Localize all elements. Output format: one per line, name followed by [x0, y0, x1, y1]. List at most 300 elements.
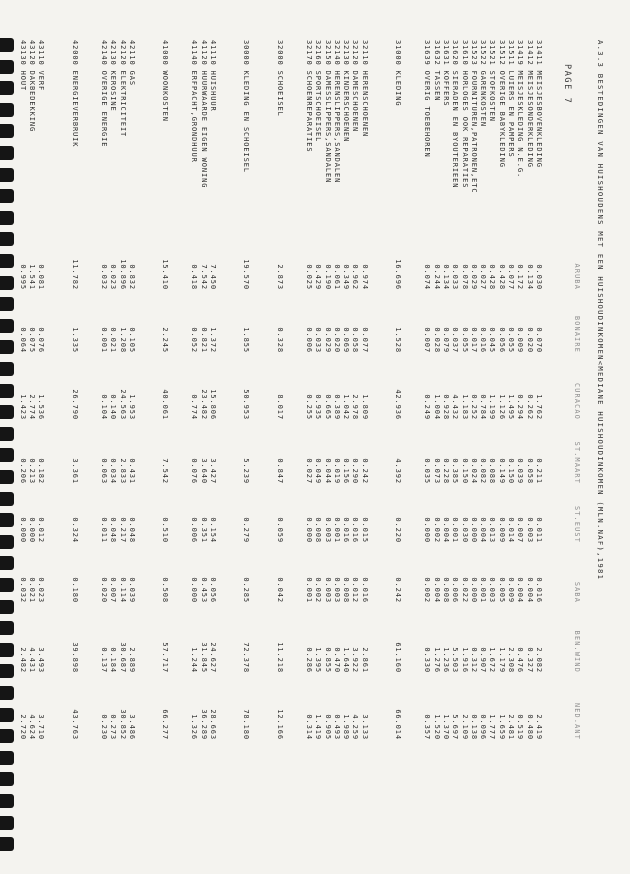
value-cell: 1.395 [314, 647, 323, 673]
binder-hole [0, 664, 14, 678]
value-cell: 0.011 [535, 517, 543, 543]
value-cell: 0.009 [516, 327, 525, 353]
binder-hole [0, 276, 14, 290]
value-cell: 0.003 [332, 577, 341, 603]
value-cell: 1.276 [432, 647, 441, 673]
binder-hole [0, 751, 14, 765]
total-row-label: 41000 WOONKOSTEN [161, 40, 170, 122]
value-cell: 0.480 [525, 714, 534, 740]
value-cell: 0.832 [127, 264, 136, 290]
value-cell: 0.389 [332, 394, 341, 420]
value-cell: 4.432 [451, 394, 460, 420]
value-cell: 26.790 [70, 389, 79, 420]
row-label: 31412 MEISJESONDERKLEDING [525, 40, 534, 168]
value-cell: 3.361 [70, 458, 79, 484]
value-cell: 0.037 [451, 327, 460, 353]
value-cell: 0.007 [109, 577, 118, 603]
value-cell: 0.242 [394, 577, 403, 603]
value-cell: 0.009 [507, 577, 516, 603]
value-cell: 3.493 [37, 647, 46, 673]
binder-hole [0, 816, 14, 830]
value-cell: 1.126 [497, 394, 506, 420]
value-cell: 0.005 [497, 577, 506, 603]
value-cell: 0.002 [432, 517, 441, 543]
row-label: 31620 SIERADEN EN BYOUTERIEEN [451, 40, 460, 189]
value-cell: 31.845 [199, 642, 208, 673]
value-cell: 0.000 [469, 517, 478, 543]
value-cell: 1.762 [535, 394, 543, 420]
value-cell: 0.015 [360, 517, 369, 543]
value-cell: 1.199 [488, 394, 497, 420]
value-cell: 0.070 [535, 327, 543, 353]
value-cell: 2.978 [351, 394, 360, 420]
value-cell: 4.392 [394, 458, 403, 484]
value-cell: 0.055 [507, 327, 516, 353]
value-cell: 0.006 [305, 327, 313, 353]
value-cell: 10.896 [118, 259, 127, 290]
value-cell: 12.166 [275, 709, 284, 740]
value-cell: 2.833 [118, 458, 127, 484]
column-header: SABA [573, 581, 581, 603]
value-cell: 1.179 [497, 647, 506, 673]
value-cell: 0.088 [488, 458, 497, 484]
value-cell: 0.056 [497, 327, 506, 353]
binder-hole [0, 146, 14, 160]
row-label: 31639 OVERIG TOEBEHOREN [423, 40, 432, 158]
row-label: 32160 SPORTSCHOEISEL [314, 40, 323, 143]
value-cell: 0.023 [37, 577, 46, 603]
value-cell: 1.536 [37, 394, 46, 420]
value-cell: 15.410 [161, 259, 170, 290]
binder-hole [0, 60, 14, 74]
row-label: 32140 HERENSLIPPERS,SANDALEN [332, 40, 341, 184]
value-cell: 4.431 [28, 647, 37, 673]
value-cell: 1.419 [314, 714, 323, 740]
row-label: 43110 VERF [37, 40, 46, 92]
value-cell: 0.004 [525, 577, 534, 603]
value-cell: 0.016 [351, 517, 360, 543]
value-cell: 0.029 [323, 327, 332, 353]
value-cell: 0.011 [100, 517, 108, 543]
value-cell: 0.082 [479, 458, 488, 484]
row-label: 32150 DAMESSLIPPERS,SANDALEN [323, 40, 332, 184]
value-cell: 0.328 [275, 327, 284, 353]
value-cell: 0.995 [18, 264, 27, 290]
value-cell: 0.003 [525, 517, 534, 543]
value-cell: 0.003 [323, 517, 332, 543]
value-cell: 0.058 [351, 327, 360, 353]
binder-hole [0, 38, 14, 52]
rotated-table [18, 40, 605, 850]
value-cell: 4.624 [28, 714, 37, 740]
value-cell: 0.217 [118, 517, 127, 543]
column-header: BONAIRE [573, 315, 581, 353]
column-header: NED.ANT [573, 702, 581, 740]
row-label: 32130 KINDERSCHOENEN [342, 40, 351, 143]
value-cell: 24.563 [118, 389, 127, 420]
value-cell: 0.019 [332, 458, 341, 484]
value-cell: 1.855 [242, 327, 251, 353]
value-cell: 72.378 [242, 642, 251, 673]
value-cell: 0.907 [479, 647, 488, 673]
value-cell: 0.928 [442, 394, 450, 420]
value-cell: 1.042 [342, 394, 351, 420]
value-cell: 0.510 [161, 517, 170, 543]
binder-hole [0, 103, 14, 117]
value-cell: 0.182 [37, 458, 46, 484]
value-cell: 0.006 [190, 517, 199, 543]
value-cell: 0.025 [305, 264, 313, 290]
value-cell: 1.495 [507, 394, 516, 420]
binder-hole [0, 492, 14, 506]
row-label: 31610 HORLOGES OOK REPARATIES [460, 40, 469, 189]
value-cell: 0.220 [394, 517, 403, 543]
value-cell: 0.134 [525, 264, 534, 290]
value-cell: 0.172 [516, 264, 525, 290]
value-cell: 0.149 [497, 458, 506, 484]
value-cell: 1.236 [442, 647, 450, 673]
value-cell: 30.852 [118, 709, 127, 740]
value-cell: 0.285 [242, 577, 251, 603]
value-cell: 0.000 [18, 517, 27, 543]
value-cell: 0.294 [516, 394, 525, 420]
value-cell: 66.277 [161, 709, 170, 740]
value-cell: 0.016 [360, 577, 369, 603]
value-cell: 7.542 [161, 458, 170, 484]
value-cell: 0.252 [469, 394, 478, 420]
value-cell: 0.069 [342, 327, 351, 353]
value-cell: 0.076 [190, 458, 199, 484]
value-cell: 1.672 [488, 647, 497, 673]
value-cell: 11.782 [70, 259, 79, 290]
binder-hole [0, 189, 14, 203]
value-cell: 0.327 [525, 647, 534, 673]
value-cell: 0.000 [190, 577, 199, 603]
value-cell: 1.541 [28, 264, 37, 290]
row-label: 31631 KOFFERS [442, 40, 450, 107]
table-title: A.3.3 BESTEDINGEN VAN HUISHOUDENS MET EEN HUISHOUDINKOMEN<MEDIANE HUISHOUDINKOMEN (MLN.NAF),1981 [596, 40, 605, 581]
value-cell: 0.024 [469, 458, 478, 484]
value-cell: 0.150 [460, 458, 469, 484]
value-cell: 57.717 [161, 642, 170, 673]
value-cell: 2.109 [460, 714, 469, 740]
value-cell: 0.048 [109, 517, 118, 543]
value-cell: 2.308 [507, 647, 516, 673]
binder-hole [0, 556, 14, 570]
value-cell: 0.180 [70, 577, 79, 603]
value-cell: 0.418 [190, 264, 199, 290]
value-cell: 0.314 [305, 714, 313, 740]
value-cell: 0.006 [451, 577, 460, 603]
value-cell: 0.077 [360, 327, 369, 353]
value-cell: 24.627 [209, 642, 218, 673]
value-cell: 0.096 [479, 714, 488, 740]
value-cell: 0.021 [109, 327, 118, 353]
value-cell: 5.239 [242, 458, 251, 484]
row-label: 31523 FOURNITUREN,PATRONEN,ETC [469, 40, 478, 194]
value-cell: 0.063 [100, 458, 108, 484]
value-cell: 61.160 [394, 642, 403, 673]
value-cell: 11.218 [275, 642, 284, 673]
value-cell: 0.349 [342, 264, 351, 290]
binder-hole [0, 600, 14, 614]
value-cell: 30.687 [118, 642, 127, 673]
value-cell: 0.211 [535, 458, 543, 484]
column-header: BEN.WIND [573, 630, 581, 673]
value-cell: 1.335 [70, 327, 79, 353]
value-cell: 0.134 [442, 264, 450, 290]
value-cell: 1.953 [127, 394, 136, 420]
value-cell: 0.324 [70, 517, 79, 543]
value-cell: 0.774 [190, 394, 199, 420]
value-cell: 1.989 [342, 714, 351, 740]
row-label: 42140 OVERIGE ENERGIE [100, 40, 108, 148]
value-cell: 0.033 [451, 264, 460, 290]
value-cell: 5.503 [451, 647, 460, 673]
column-header: ST.MAART [573, 441, 581, 484]
value-cell: 1.370 [442, 714, 450, 740]
value-cell: 0.001 [479, 577, 488, 603]
value-cell: 0.035 [423, 458, 432, 484]
value-cell: 0.104 [100, 394, 108, 420]
binder-hole [0, 643, 14, 657]
value-cell: 0.138 [469, 714, 478, 740]
value-cell: 0.001 [305, 577, 313, 603]
row-label: 42120 ELEKTRICITEIT [118, 40, 127, 138]
value-cell: 1.809 [360, 394, 369, 420]
value-cell: 3.486 [127, 714, 136, 740]
value-cell: 0.001 [332, 517, 341, 543]
value-cell: 0.055 [460, 327, 469, 353]
binder-hole [0, 535, 14, 549]
value-cell: 42.936 [394, 389, 403, 420]
value-cell: 0.453 [199, 577, 208, 603]
value-cell: 0.905 [323, 714, 332, 740]
binder-hole [0, 621, 14, 635]
row-label: 31511 LUIERS EN PAMPERS [507, 40, 516, 158]
value-cell: 2.720 [18, 714, 27, 740]
value-cell: 0.262 [525, 394, 534, 420]
value-cell: 0.312 [469, 647, 478, 673]
row-label: 31632 TASSEN [432, 40, 441, 102]
row-label: 31522 GARENKOSTEN [479, 40, 488, 127]
value-cell: 0.007 [423, 327, 432, 353]
value-cell: 0.493 [332, 714, 341, 740]
value-cell: 0.665 [323, 394, 332, 420]
value-cell: 0.074 [423, 264, 432, 290]
binder-hole [0, 729, 14, 743]
row-label: 41140 ERFPACHT,GRONDHUUR [190, 40, 199, 163]
value-cell: 0.255 [305, 394, 313, 420]
value-cell: 0.016 [342, 517, 351, 543]
value-cell: 0.075 [28, 327, 37, 353]
value-cell: 0.032 [100, 264, 108, 290]
value-cell: 23.482 [199, 389, 208, 420]
value-cell: 3.710 [37, 714, 46, 740]
value-cell: 0.519 [516, 714, 525, 740]
value-cell: 0.039 [127, 577, 136, 603]
value-cell: 0.351 [199, 517, 208, 543]
value-cell: 0.009 [497, 517, 506, 543]
value-cell: 0.008 [314, 517, 323, 543]
binder-hole [0, 211, 14, 225]
value-cell: 0.023 [109, 264, 118, 290]
value-cell: 0.033 [314, 327, 323, 353]
value-cell: 0.012 [351, 577, 360, 603]
binder-hole [0, 384, 14, 398]
binder-hole [0, 340, 14, 354]
value-cell: 0.045 [488, 327, 497, 353]
value-cell: 0.242 [360, 458, 369, 484]
value-cell: 0.028 [432, 327, 441, 353]
value-cell: 0.140 [109, 394, 118, 420]
value-cell: 0.190 [323, 264, 332, 290]
value-cell: 2.481 [507, 714, 516, 740]
value-cell: 2.774 [28, 394, 37, 420]
value-cell: 0.428 [497, 264, 506, 290]
value-cell: 39.898 [70, 642, 79, 673]
value-cell: 0.017 [469, 327, 478, 353]
value-cell: 0.784 [479, 394, 488, 420]
value-cell: 0.044 [323, 458, 332, 484]
value-cell: 0.027 [305, 458, 313, 484]
value-cell: 0.021 [28, 577, 37, 603]
row-label: 41110 HUISHUUR [209, 40, 218, 112]
value-cell: 0.007 [516, 517, 525, 543]
value-cell: 0.001 [451, 517, 460, 543]
row-label: 32110 HERENSCHOENEN [360, 40, 369, 138]
value-cell: 0.184 [109, 647, 118, 673]
row-label: 43130 HOUT [18, 40, 27, 92]
value-cell: 0.105 [127, 327, 136, 353]
value-cell: 2.889 [127, 647, 136, 673]
value-cell: 0.029 [469, 264, 478, 290]
value-cell: 1.244 [190, 647, 199, 673]
binder-hole [0, 772, 14, 786]
row-label: 32120 DAMESCHOENEN [351, 40, 360, 133]
value-cell: 1.423 [18, 394, 27, 420]
value-cell: 36.289 [199, 709, 208, 740]
value-cell: 0.431 [127, 458, 136, 484]
value-cell: 0.385 [451, 458, 460, 484]
value-cell: 0.008 [442, 577, 450, 603]
value-cell: 0.821 [199, 327, 208, 353]
value-cell: 3.922 [351, 647, 360, 673]
value-cell: 0.137 [100, 647, 108, 673]
binder-hole [0, 448, 14, 462]
value-cell: 1.372 [209, 327, 218, 353]
value-cell: 0.058 [525, 458, 534, 484]
value-cell: 0.004 [516, 577, 525, 603]
value-cell: 0.286 [305, 647, 313, 673]
binder-hole [0, 405, 14, 419]
value-cell: 0.249 [423, 394, 432, 420]
value-cell: 0.012 [37, 517, 46, 543]
value-cell: 78.180 [242, 709, 251, 740]
value-cell: 1.777 [488, 714, 497, 740]
value-cell: 1.916 [460, 647, 469, 673]
value-cell: 0.974 [360, 264, 369, 290]
column-header: ST.EUST [573, 505, 581, 543]
value-cell: 0.027 [479, 264, 488, 290]
binder-hole [0, 124, 14, 138]
value-cell: 0.206 [18, 458, 27, 484]
value-cell: 1.659 [497, 714, 506, 740]
row-label: 31521 STOFKOSTEN [488, 40, 497, 122]
column-header: CURACAO [573, 382, 581, 420]
value-cell: 0.079 [442, 327, 450, 353]
value-cell: 0.016 [535, 577, 543, 603]
binder-hole [0, 708, 14, 722]
value-cell: 0.004 [479, 517, 488, 543]
value-cell: 0.000 [28, 517, 37, 543]
value-cell: 0.476 [516, 647, 525, 673]
value-cell: 0.230 [100, 714, 108, 740]
value-cell: 0.064 [18, 327, 27, 353]
value-cell: 1.004 [432, 394, 441, 420]
binder-hole [0, 686, 14, 700]
value-cell: 2.861 [360, 647, 369, 673]
value-cell: 0.020 [100, 577, 108, 603]
value-cell: 0.061 [332, 264, 341, 290]
value-cell: 0.847 [275, 458, 284, 484]
binder-hole [0, 794, 14, 808]
value-cell: 0.935 [314, 394, 323, 420]
value-cell: 0.013 [488, 517, 497, 543]
value-cell: 0.016 [479, 327, 488, 353]
value-cell: 0.470 [332, 647, 341, 673]
column-header: ARUBA [573, 263, 581, 290]
value-cell: 1.326 [190, 714, 199, 740]
value-cell: 0.022 [460, 577, 469, 603]
binder-hole [0, 578, 14, 592]
total-row-label: 31000 KLEDING [394, 40, 403, 107]
value-cell: 3.640 [199, 458, 208, 484]
value-cell: 0.020 [525, 327, 534, 353]
value-cell: 2.873 [275, 264, 284, 290]
value-cell: 0.357 [423, 714, 432, 740]
row-label: 43120 DAKBEDEKKING [28, 40, 37, 133]
value-cell: 1.640 [342, 647, 351, 673]
value-cell: 0.076 [37, 327, 46, 353]
value-cell: 0.048 [127, 517, 136, 543]
value-cell: 0.059 [275, 517, 284, 543]
value-cell: 0.000 [469, 577, 478, 603]
value-cell: 0.042 [275, 577, 284, 603]
value-cell: 66.014 [394, 709, 403, 740]
value-cell: 0.279 [242, 517, 251, 543]
total-row-label: 42000 ENERGIEVERBRUIK [70, 40, 79, 148]
value-cell: 8.017 [275, 394, 284, 420]
binder-hole [0, 81, 14, 95]
binder-hole [0, 168, 14, 182]
value-cell: 0.428 [488, 264, 497, 290]
value-cell: 1.520 [432, 714, 441, 740]
value-cell: 19.570 [242, 259, 251, 290]
value-cell: 0.004 [442, 517, 450, 543]
total-row-label: 30000 KLEDING EN SCHOEISEL [242, 40, 251, 173]
value-cell: 0.052 [190, 327, 199, 353]
value-cell: 0.030 [460, 517, 469, 543]
row-label: 32170 SCHOENREPARATIES [305, 40, 313, 153]
value-cell: 50.953 [242, 389, 251, 420]
value-cell: 28.663 [209, 709, 218, 740]
binder-hole [0, 427, 14, 441]
value-cell: 0.228 [442, 458, 450, 484]
value-cell: 0.039 [516, 458, 525, 484]
page-number: PAGE 7 [562, 64, 572, 105]
value-cell: 2.245 [161, 327, 170, 353]
